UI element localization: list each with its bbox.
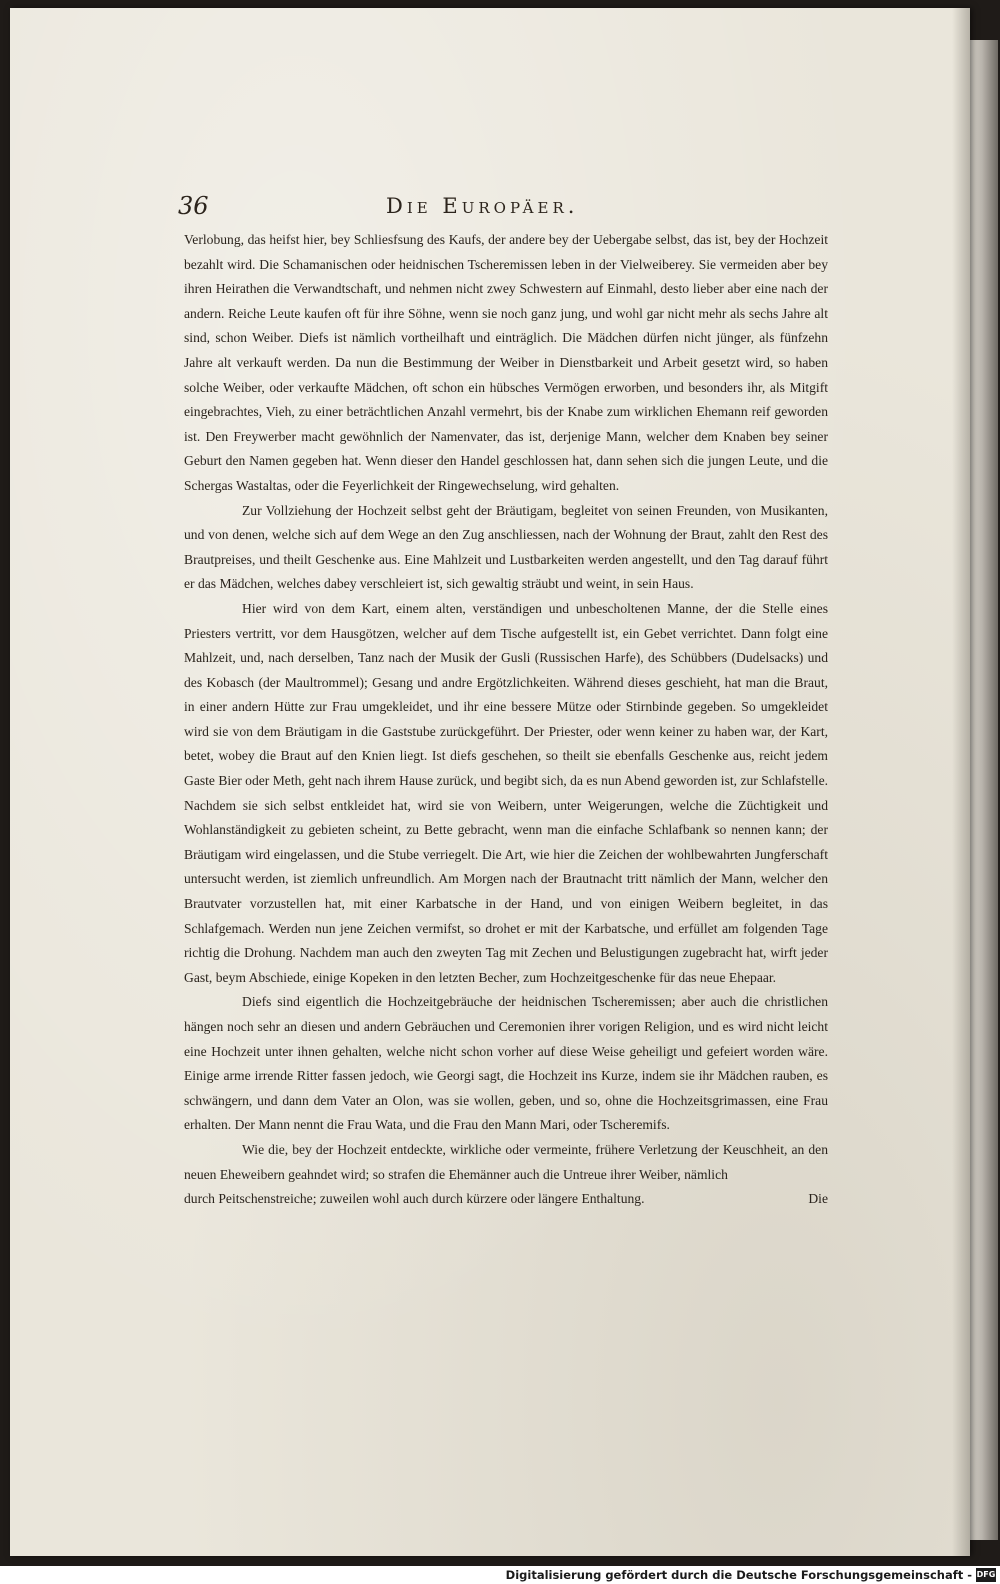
paragraph-1: Verlobung, das heifst hier, bey Schliesfsung des Kaufs, der andere bey der Uebergabe selbst, das ist, bey der Hochzeit bezahlt wird. Die Schamanischen oder heidnischen Tscheremissen leben in der Vielweiberey. Sie vermeiden aber bey ihren Heirathen die Verwandtschaft, und nehmen nicht zwey Schwestern auf Einmahl, desto lieber aber eine nach der andern. Reiche Leute kaufen oft für ihre Söhne, wenn sie noch ganz jung, und wohl gar nicht mehr als sechs Jahre alt sind, schon Weiber. Diefs ist nämlich vortheilhaft und einträglich. Die Mädchen dürfen nicht jünger, als fünfzehn Jahre alt verkauft werden. Da nun die Bestimmung der Weiber in Dienstbarkeit und Arbeit gesetzt wird, so haben solche Weiber, oder verkaufte Mädchen, oft schon ein hübsches Vermögen erworben, und besonders ihr, als Mitgift eingebrachtes, Vieh, zu einer beträchtlichen Anzahl vermehrt, bis der Knabe zum wirklichen Ehemann reif geworden ist. Den Freywerber macht gewöhnlich der Namenvater, das ist, derjenige Mann, welcher dem Knaben bey seiner Geburt den Namen gegeben hat. Wenn dieser den Handel geschlossen hat, dann sehen sich die jungen Leute, und die Schergas Wastaltas, oder die Feyerlichkeit der Ringewechselung, wird gehalten. — [184, 232, 828, 493]
footer-bar — [0, 1566, 1000, 1584]
page-header — [178, 192, 828, 226]
paragraph-4: Diefs sind eigentlich die Hochzeitgebräuche der heidnischen Tscheremissen; aber auch die christlichen hängen noch sehr an diesen und andern Gebräuchen und Ceremonien ihrer vorigen Religion, und es wird nicht leicht eine Hochzeit unter ihnen gehalten, welche nicht schon vorher auf diese Weise geheiligt und gefeiert worden wäre. Einige arme irrende Ritter fassen jedoch, wie Georgi sagt, die Hochzeit ins Kurze, indem sie ihr Mädchen rauben, es schwängern, und dann dem Vater an Olon, was sie wollen, geben, und so, ohne die Hochzeitsgrimassen, eine Frau erhalten. Der Mann nennt die Frau Wata, und die Frau den Mann Mari, oder Tscheremifs. — [184, 994, 828, 1133]
body-text — [184, 228, 828, 1212]
final-line — [184, 1187, 828, 1212]
catchword: Die — [808, 1191, 828, 1207]
dfg-logo: DFG — [976, 1568, 996, 1582]
paragraph-5: Wie die, bey der Hochzeit entdeckte, wirkliche oder vermeinte, frühere Verletzung der Keuschheit, an den neuen Eheweibern geahndet wird; so strafen die Ehemänner auch die Untreue ihrer Weiber, nämlich — [184, 1141, 828, 1182]
page-shadow — [952, 8, 970, 1556]
final-line-text: durch Peitschenstreiche; zuweilen wohl auch durch kürzere oder längere Enthaltung. — [184, 1191, 645, 1207]
paragraph-3: Hier wird von dem Kart, einem alten, verständigen und unbescholtenen Manne, der die Stelle eines Priesters vertritt, vor dem Hausgötzen, welcher auf dem Tische aufgestellt ist, ein Gebet verrichtet. Dann folgt eine Mahlzeit, und, nach derselben, Tanz nach der Musik der Gusli (Russischen Harfe), des Schübbers (Dudelsacks) und des Kobasch (der Maultrommel); Gesang und andre Ergötzlichkeiten. Während dieses geschieht, hat man die Braut, in einer andern Hütte zur Frau umgekleidet, und ihr eine bessere Mütze oder Stirnbinde gegeben. So umgekleidet wird sie von dem Bräutigam in die Gaststube zurückgeführt. Der Priester, oder wenn keiner zu haben war, der Kart, betet, wobey die Braut auf den Knien liegt. Ist diefs geschehen, so theilt sie ebenfalls Geschenke aus, reicht jedem Gaste Bier oder Meth, geht nach ihrem Hause zurück, und begibt sich, da es nun Abend geworden ist, zur Schlafstelle. Nachdem sie sich selbst entkleidet hat, wird sie von Weibern, unter Weigerungen, welche die Züchtigkeit und Wohlanständigkeit zu gebieten scheint, zu Bette gebracht, wenn man die einfache Schlafbank so nennen kann; der Bräutigam wird eingelassen, und die Stube verriegelt. Die Art, wie hier die Zeichen der wohlbewahrten Jungferschaft untersucht werden, ist ziemlich unfreundlich. Am Morgen nach der Brautnacht tritt nämlich der Mann, welcher den Brautvater vorzustellen hat, mit einer Karbatsche in der Hand, und von einigen Weibern begleitet, in das Schlafgemach. Werden nun jene Zeichen vermifst, so drohet er mit der Karbatsche, und erfüllet am folgenden Tage richtig die Drohung. Nachdem man auch den zweyten Tag mit Zechen und Belustigungen zugebracht hat, wirft jeder Gast, beym Abschiede, einige Kopeken in den letzten Becher, zum Hochzeitgeschenke für das neue Ehepaar. — [184, 600, 829, 985]
running-title: Die Europäer. — [386, 194, 579, 218]
page-number: 36 — [178, 192, 209, 220]
paragraph-2: Zur Vollziehung der Hochzeit selbst geht der Bräutigam, begleitet von seinen Freunden, von Musikanten, und von denen, welche sich auf dem Wege an den Zug anschliessen, nach der Wohnung der Braut, zahlt den Rest des Brautpreises, und theilt Geschenke aus. Eine Mahlzeit und Lustbarkeiten werden angestellt, und den Tag darauf führt er das Mädchen, welches dabey verschleiert ist, sich gewaltig sträubt und weint, in sein Haus. — [184, 502, 828, 592]
funding-note: Digitalisierung gefördert durch die Deutsche Forschungsgemeinschaft - — [505, 1568, 972, 1582]
